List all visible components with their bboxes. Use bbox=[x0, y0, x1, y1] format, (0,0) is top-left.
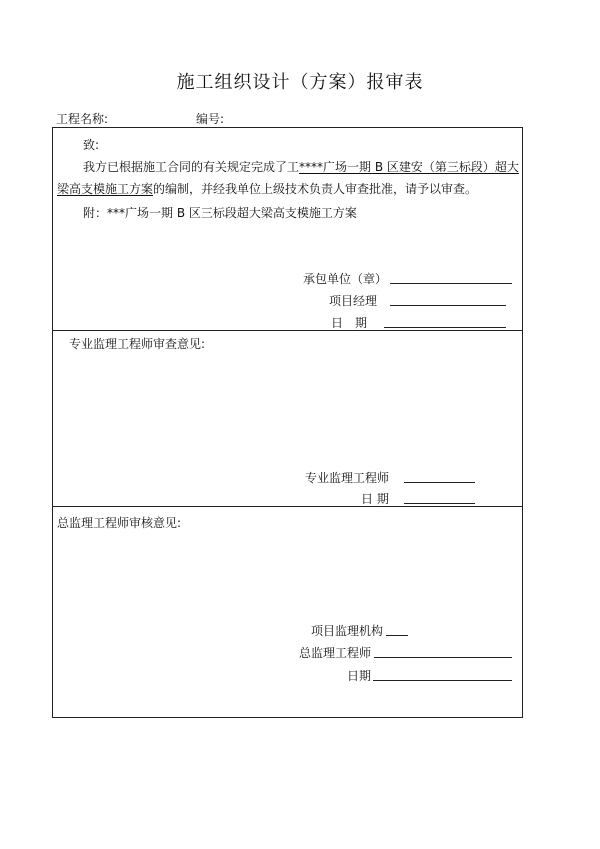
plan-name-underlined: 梁高支模施工方案 bbox=[57, 182, 154, 196]
code-label: 编号: bbox=[196, 112, 225, 126]
body-suffix: 的编制，并经我单位上级技术负责人审查批准，请予以审查。 bbox=[153, 182, 478, 196]
organization-label: 项目监理机构 bbox=[311, 624, 384, 638]
review-form-table bbox=[52, 127, 523, 718]
chief-signature-line[interactable] bbox=[374, 657, 512, 658]
date-line-1[interactable] bbox=[384, 327, 506, 328]
project-manager-signature-line[interactable] bbox=[390, 305, 506, 306]
chief-engineer-label: 总监理工程师 bbox=[299, 646, 372, 660]
specialist-signature-line[interactable] bbox=[404, 482, 475, 483]
date-line-2[interactable] bbox=[404, 503, 475, 504]
project-manager-label: 项目经理 bbox=[329, 294, 378, 308]
chief-opinion-label: 总监理工程师审核意见: bbox=[57, 516, 182, 530]
chief-review-section bbox=[53, 506, 522, 717]
submission-body-line1 bbox=[83, 158, 519, 175]
specialist-opinion-label: 专业监理工程师审查意见: bbox=[69, 337, 206, 351]
contractor-signature-line[interactable] bbox=[390, 283, 512, 284]
organization-line[interactable] bbox=[386, 635, 408, 636]
project-name-underlined: ****广场一期 B 区建安（第三标段）超大 bbox=[299, 160, 519, 174]
date-line-3[interactable] bbox=[373, 680, 512, 681]
specialist-review-section bbox=[53, 330, 522, 507]
contractor-label: 承包单位（章） bbox=[303, 272, 388, 286]
to-label: 致: bbox=[83, 138, 100, 152]
date-label-1: 日 期 bbox=[331, 316, 368, 330]
body-prefix: 我方已根据施工合同的有关规定完成了工 bbox=[83, 160, 300, 174]
page-title: 施工组织设计（方案）报审表 bbox=[176, 72, 424, 93]
submission-body-line2 bbox=[57, 180, 477, 197]
attachment-line: 附：***广场一期 B 区三标段超大梁高支模施工方案 bbox=[83, 206, 357, 220]
project-name-label: 工程名称: bbox=[56, 112, 109, 126]
date-label-3: 日期 bbox=[347, 669, 372, 683]
submission-section bbox=[53, 128, 522, 331]
date-label-2: 日 期 bbox=[361, 492, 389, 506]
specialist-engineer-label: 专业监理工程师 bbox=[305, 471, 390, 485]
